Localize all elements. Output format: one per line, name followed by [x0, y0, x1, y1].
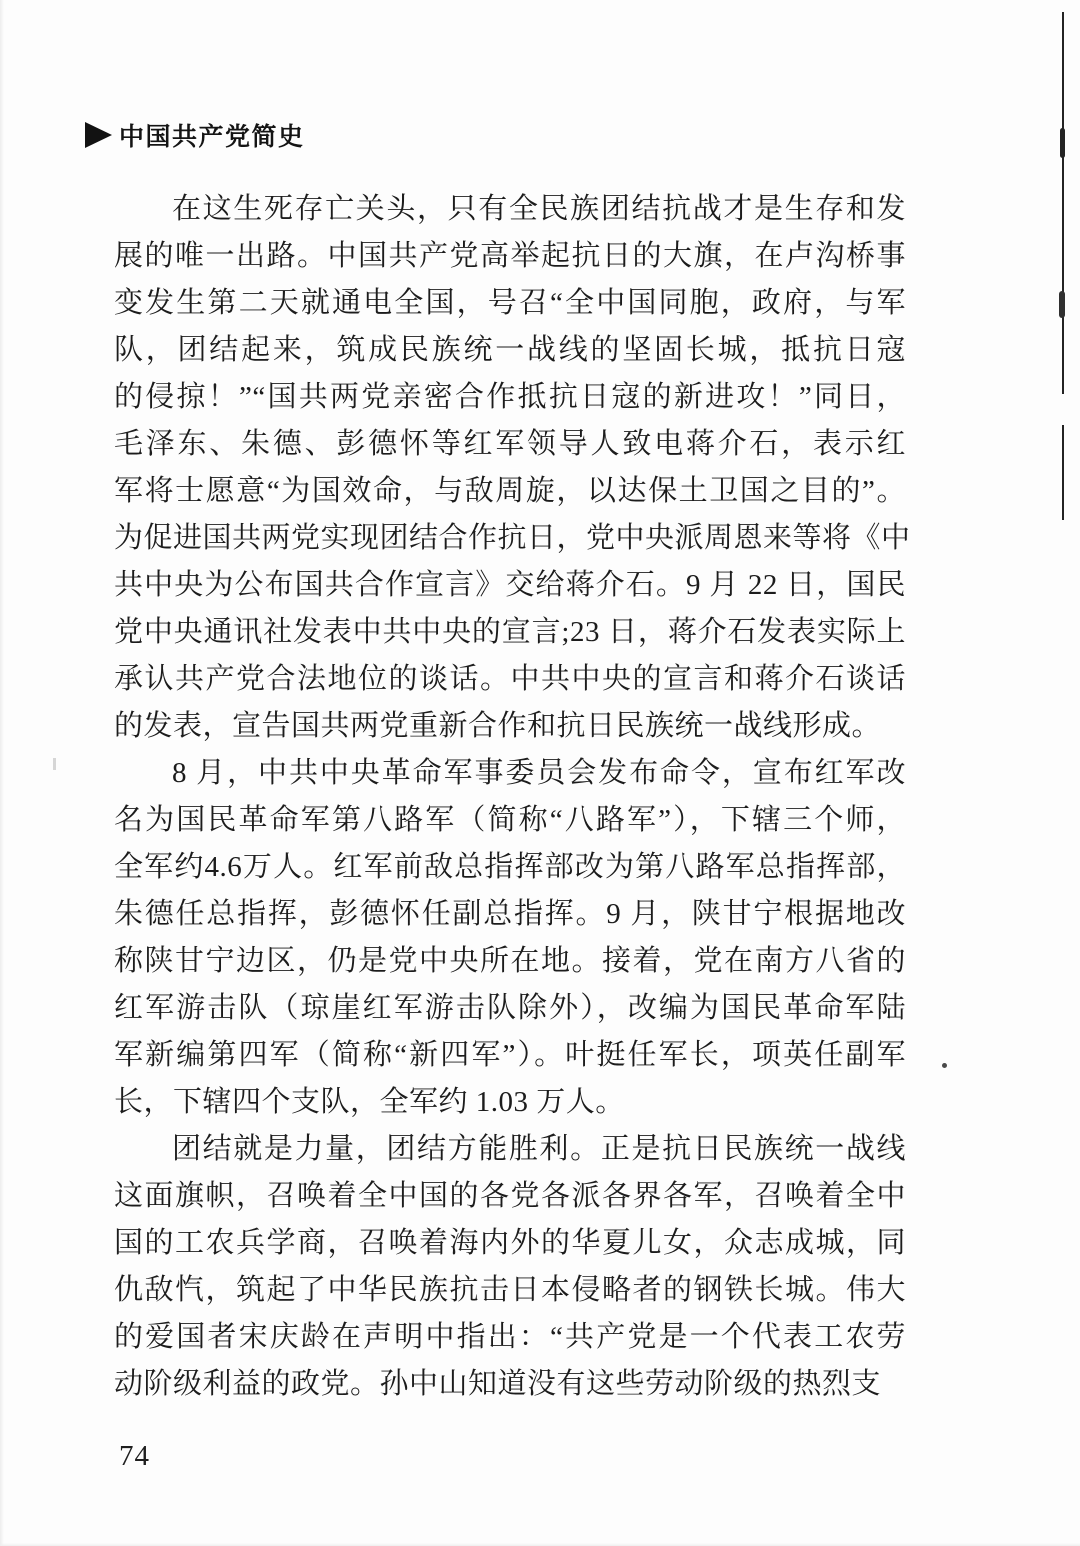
- text-line: 承认共产党合法地位的谈话。中共中央的宣言和蒋介石谈话: [114, 663, 906, 695]
- text-line: 的爱国者宋庆龄在声明中指出：“共产党是一个代表工农劳: [114, 1321, 906, 1353]
- text-line: 变发生第二天就通电全国，号召“全中国同胞，政府，与军: [114, 287, 906, 319]
- text-line: 团结就是力量，团结方能胜利。正是抗日民族统一战线: [172, 1133, 906, 1165]
- text-line: 毛泽东、朱德、彭德怀等红军领导人致电蒋介石，表示红: [114, 428, 906, 460]
- right-triangle-icon: [85, 122, 112, 148]
- scan-artifact-speck: [942, 1063, 947, 1068]
- scan-edge-shade-left: [0, 0, 4, 1546]
- text-line: 的发表，宣告国共两党重新合作和抗日民族统一战线形成。: [114, 710, 882, 742]
- text-line: 这面旗帜，召唤着全中国的各党各派各界各军，召唤着全中: [114, 1180, 906, 1212]
- text-line: 展的唯一出路。中国共产党高举起抗日的大旗，在卢沟桥事: [114, 240, 906, 272]
- text-line: 军新编第四军（简称“新四军”）。叶挺任军长，项英任副军: [114, 1039, 906, 1071]
- text-line: 的侵掠！”“国共两党亲密合作抵抗日寇的新进攻！”同日，: [114, 381, 906, 413]
- page-header: [85, 117, 305, 153]
- header-title: 中国共产党简史: [119, 123, 305, 151]
- text-line: 动阶级利益的政党。孙中山知道没有这些劳动阶级的热烈支: [114, 1368, 882, 1400]
- text-line: 在这生死存亡关头，只有全民族团结抗战才是生存和发: [172, 193, 906, 225]
- text-line: 党中央通讯社发表中共中央的宣言;23 日，蒋介石发表实际上: [114, 616, 906, 648]
- text-line: 队，团结起来，筑成民族统一战线的坚固长城，抵抗日寇: [114, 334, 906, 366]
- page-number: 74: [119, 1440, 150, 1472]
- text-line: 仇敌忾，筑起了中华民族抗击日本侵略者的钢铁长城。伟大: [114, 1274, 906, 1306]
- text-line: 全军约4.6万人。红军前敌总指挥部改为第八路军总指挥部，: [114, 851, 906, 883]
- text-line: 为促进国共两党实现团结合作抗日，党中央派周恩来等将《中: [114, 522, 911, 554]
- text-line: 8 月，中共中央革命军事委员会发布命令，宣布红军改: [172, 757, 906, 789]
- text-line: 朱德任总指挥，彭德怀任副总指挥。9 月，陕甘宁根据地改: [114, 898, 906, 930]
- scan-artifact-line: [1062, 12, 1064, 394]
- scan-artifact-speck: [53, 758, 56, 770]
- text-line: 共中央为公布国共合作宣言》交给蒋介石。9 月 22 日，国民: [114, 569, 906, 601]
- text-line: 军将士愿意“为国效命，与敌周旋，以达保土卫国之目的”。: [114, 475, 906, 507]
- text-line: 名为国民革命军第八路军（简称“八路军”），下辖三个师，: [114, 804, 906, 836]
- scan-artifact-blob: [1059, 291, 1065, 318]
- scan-artifact-line: [1062, 425, 1064, 520]
- text-line: 红军游击队（琼崖红军游击队除外），改编为国民革命军陆: [114, 992, 906, 1024]
- text-line: 长，下辖四个支队，全军约 1.03 万人。: [114, 1086, 625, 1118]
- body-text: [114, 186, 911, 1408]
- scan-artifact-blob: [1060, 128, 1065, 158]
- text-line: 国的工农兵学商，召唤着海内外的华夏儿女，众志成城，同: [114, 1227, 906, 1259]
- text-line: 称陕甘宁边区，仍是党中央所在地。接着，党在南方八省的: [114, 945, 906, 977]
